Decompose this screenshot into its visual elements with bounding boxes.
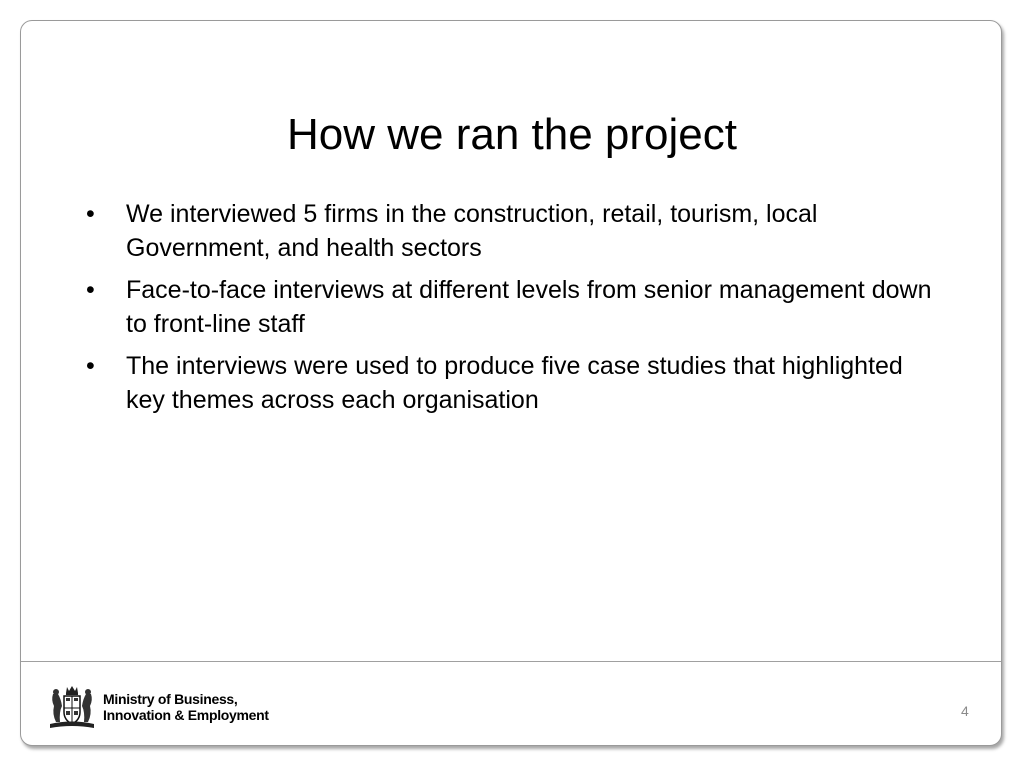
bullet-text: Face-to-face interviews at different levels from senior management down to front-line staff <box>126 276 932 338</box>
ministry-logo <box>47 684 287 730</box>
page-number: 4 <box>961 703 969 719</box>
ministry-name <box>103 691 269 723</box>
bullet-item <box>81 273 941 341</box>
slide-title: How we ran the project <box>287 110 737 159</box>
bullet-marker: • <box>86 352 95 380</box>
bullet-list <box>81 197 941 425</box>
bullet-text: The interviews were used to produce five case studies that highlighted key themes across each organisation <box>126 352 903 414</box>
slide <box>20 20 1002 746</box>
bullet-marker: • <box>86 276 95 304</box>
ministry-name-line2: Innovation & Employment <box>103 707 269 723</box>
bullet-item <box>81 349 941 417</box>
nz-coat-of-arms-icon <box>47 684 97 730</box>
ministry-name-line1: Ministry of Business, <box>103 691 238 707</box>
bullet-text: We interviewed 5 firms in the construction, retail, tourism, local Government, and health sectors <box>126 200 818 262</box>
bullet-item <box>81 197 941 265</box>
bullet-marker: • <box>86 200 95 228</box>
footer-divider <box>21 661 1001 662</box>
